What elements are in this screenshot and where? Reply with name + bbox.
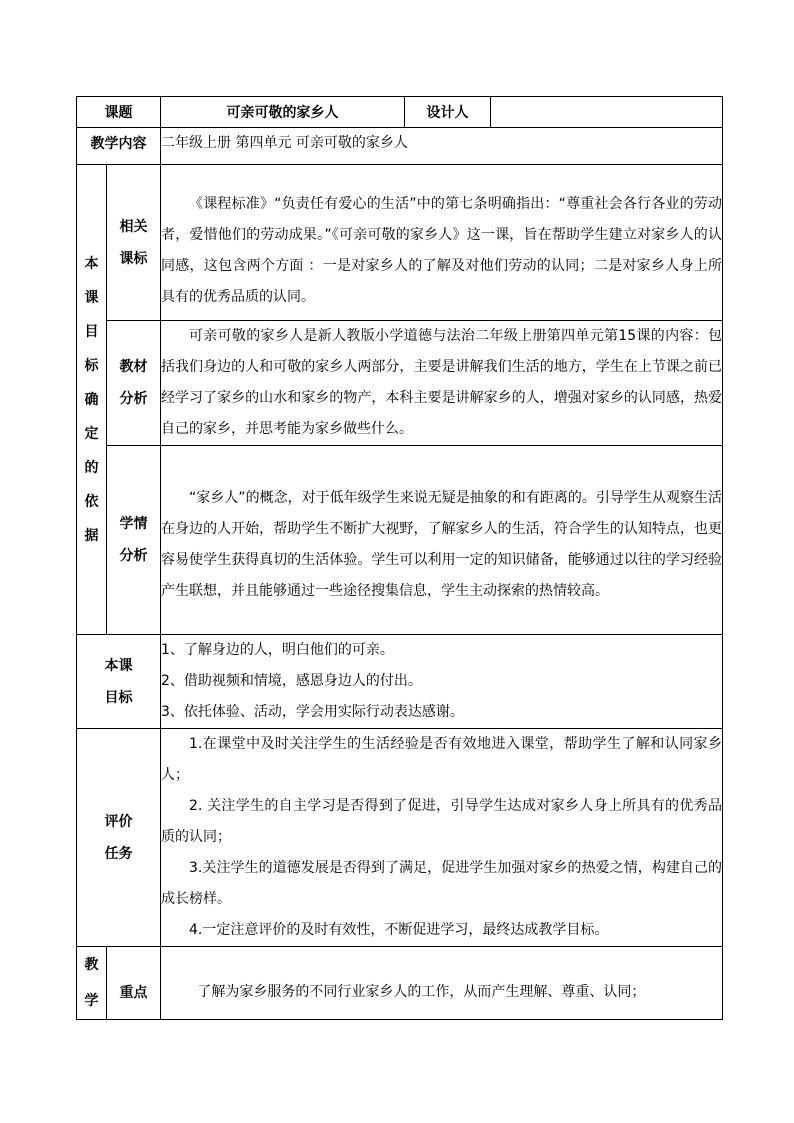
header-row xyxy=(77,97,723,128)
teaching-group-char: 学 xyxy=(84,993,99,1009)
students-text: “家乡人”的概念，对于低年级学生来说无疑是抽象的和有距离的。引导学生从观察生活在身边的人开始，帮助学生不断扩大视野，了解家乡人的生活，符合学生的认知特点，也更容易使学生获得真切的生活体验。学生可以利用一定的知识储备，能够通过以往的学习经验产生联想，并且能够通过一些途径搜集信息，学生主动探索的热情较高。 xyxy=(161,446,723,635)
basis-char: 确 xyxy=(84,391,99,408)
key-points-row xyxy=(77,947,723,1020)
basis-char: 的 xyxy=(84,459,99,476)
teaching-group-char: 教 xyxy=(84,957,99,973)
objective-item: 1、了解身边的人，明白他们的可亲。 xyxy=(161,642,394,658)
basis-char: 定 xyxy=(84,425,99,442)
material-row xyxy=(77,321,723,446)
students-label xyxy=(107,446,161,635)
evaluation-row xyxy=(77,729,723,947)
objective-item: 2、借助视频和情境，感恩身边人的付出。 xyxy=(161,673,422,689)
objectives-row xyxy=(77,635,723,729)
topic-value: 可亲可敬的家乡人 xyxy=(161,97,405,128)
objectives-label-line2: 目标 xyxy=(104,689,133,706)
material-label-line1: 教材 xyxy=(119,359,148,375)
evaluation-label-line2: 任务 xyxy=(104,845,133,862)
objectives-list xyxy=(161,635,723,729)
basis-char: 目 xyxy=(84,323,99,340)
basis-char: 标 xyxy=(84,357,99,374)
standard-label-line2: 课标 xyxy=(119,250,148,267)
evaluation-label xyxy=(77,729,161,947)
standard-row xyxy=(77,165,723,321)
designer-value xyxy=(491,97,723,128)
students-row xyxy=(77,446,723,635)
material-text: 可亲可敬的家乡人是新人教版小学道德与法治二年级上册第四单元第15课的内容：包括我们身边的人和可敬的家乡人两部分，主要是讲解我们生活的地方，学生在上节课之前已经学习了家乡的山水和家乡的物产，本科主要是讲解家乡的人，增强对家乡的认同感，热爱自己的家乡，并思考能为家乡做些什么。 xyxy=(161,321,723,446)
basis-char: 据 xyxy=(84,527,99,544)
basis-vertical-label xyxy=(77,165,107,635)
content-label: 教学内容 xyxy=(77,128,161,165)
evaluation-item: 2. 关注学生的自主学习是否得到了促进，引导学生达成对家乡人身上所具有的优秀品质的认同； xyxy=(161,798,722,845)
evaluation-item: 1.在课堂中及时关注学生的生活经验是否有效地进入课堂，帮助学生了解和认同家乡人； xyxy=(161,736,722,783)
material-label-line2: 分析 xyxy=(119,391,148,407)
designer-label: 设计人 xyxy=(405,97,491,128)
key-points-label: 重点 xyxy=(107,947,161,1020)
basis-char: 课 xyxy=(84,289,99,306)
evaluation-label-line1: 评价 xyxy=(104,813,133,830)
lesson-plan-table xyxy=(76,96,723,1020)
standard-label-line1: 相关 xyxy=(119,218,148,235)
students-label-line1: 学情 xyxy=(119,516,148,532)
objectives-label xyxy=(77,635,161,729)
evaluation-item: 4.一定注意评价的及时有效性，不断促进学习，最终达成教学目标。 xyxy=(189,922,609,938)
standard-label xyxy=(107,165,161,321)
evaluation-item: 3.关注学生的道德发展是否得到了满足，促进学生加强对家乡的热爱之情，构建自己的成长榜样。 xyxy=(161,860,722,907)
objectives-label-line1: 本课 xyxy=(104,657,133,674)
topic-label: 课题 xyxy=(77,97,161,128)
material-label xyxy=(107,321,161,446)
basis-char: 本 xyxy=(84,255,99,272)
content-row xyxy=(77,128,723,165)
standard-text: 《课程标准》“负责任有爱心的生活”中的第七条明确指出：“尊重社会各行各业的劳动者，爱惜他们的劳动成果。”《可亲可敬的家乡人》这一课，旨在帮助学生建立对家乡人的认同感，这包含两个方面 ：一是对家乡人的了解及对他们劳动的认同；二是对家乡人身上所具有的优秀品质的认同。 xyxy=(161,165,723,321)
objective-item: 3、依托体验、活动，学会用实际行动表达感谢。 xyxy=(161,704,464,720)
key-points-text: 了解为家乡服务的不同行业家乡人的工作，从而产生理解、尊重、认同； xyxy=(161,947,723,1020)
basis-char: 依 xyxy=(84,493,99,510)
content-value: 二年级上册 第四单元 可亲可敬的家乡人 xyxy=(161,128,723,165)
students-label-line2: 分析 xyxy=(119,548,148,564)
evaluation-list xyxy=(161,729,723,947)
teaching-group-label xyxy=(77,947,107,1020)
